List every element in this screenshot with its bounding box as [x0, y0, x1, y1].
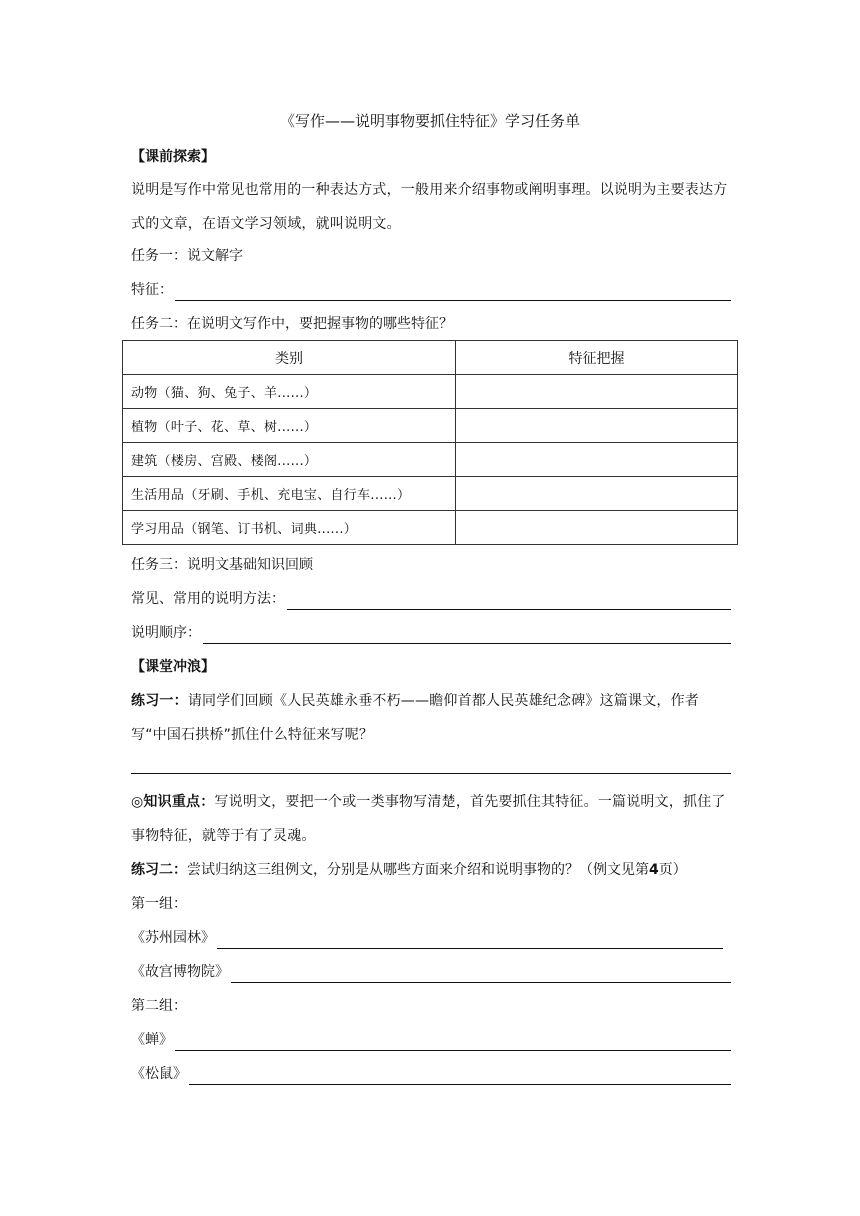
intro-paragraph: 说明是写作中常见也常用的一种表达方式，一般用来介绍事物或阐明事理。以说明为主要表达方式的文章，在语文学习领域，就叫说明文。	[131, 182, 728, 232]
group-one-item-answer-line[interactable]	[217, 926, 723, 949]
exercise-two	[131, 853, 731, 887]
group-two-item-row	[131, 1023, 731, 1057]
task-one-label: 任务一：说文解字	[131, 248, 243, 264]
group-two-item-label: 《松鼠》	[131, 1066, 187, 1082]
table-row-category: 植物（叶子、花、草、树......）	[123, 409, 456, 443]
group-one-item-label: 《故宫博物院》	[131, 964, 229, 980]
exercise-two-page: 4	[649, 862, 659, 878]
table-header-category: 类别	[123, 341, 456, 375]
exercise-two-label: 练习二：	[131, 862, 187, 878]
group-two-label: 第二组：	[131, 998, 187, 1014]
group-two-item-row	[131, 1057, 731, 1091]
exercise-one	[131, 684, 731, 752]
group-one-item-answer-line[interactable]	[231, 960, 731, 983]
exercise-one-label: 练习一：	[131, 693, 188, 709]
key-point-label: ◎知识重点：	[131, 794, 215, 810]
section-heading-pre-class: 【课前探索】	[131, 149, 215, 165]
methods-field-label: 常见、常用的说明方法：	[131, 591, 285, 607]
group-two-item-answer-line[interactable]	[189, 1062, 731, 1085]
group-one-item-row	[131, 921, 723, 955]
group-one-label: 第一组：	[131, 896, 187, 912]
table-row	[123, 409, 738, 443]
group-two-item-answer-line[interactable]	[175, 1028, 731, 1051]
table-row-answer-cell[interactable]	[456, 443, 738, 477]
feature-field-label: 特征：	[131, 282, 173, 298]
group-one-item-label: 《苏州园林》	[131, 930, 215, 946]
table-row	[123, 477, 738, 511]
feature-table	[122, 340, 738, 545]
exercise-one-answer-line[interactable]	[131, 773, 731, 774]
table-header-feature: 特征把握	[456, 341, 738, 375]
table-row-category: 建筑（楼房、宫殿、楼阁......）	[123, 443, 456, 477]
table-row	[123, 375, 738, 409]
page-title: 《写作——说明事物要抓住特征》学习任务单	[279, 112, 580, 130]
exercise-one-text: 请同学们回顾《人民英雄永垂不朽——瞻仰首都人民英雄纪念碑》这篇课文，作者写“中国石拱桥”抓住什么特征来写呢？	[131, 693, 700, 743]
section-heading-in-class: 【课堂冲浪】	[131, 659, 215, 675]
methods-answer-line[interactable]	[287, 587, 731, 610]
order-field-row	[131, 616, 731, 650]
task-three-label: 任务三：说明文基础知识回顾	[131, 557, 313, 573]
table-row-answer-cell[interactable]	[456, 375, 738, 409]
task-two-label: 任务二：在说明文写作中，要把握事物的哪些特征？	[131, 316, 453, 332]
table-row-answer-cell[interactable]	[456, 409, 738, 443]
order-answer-line[interactable]	[203, 621, 731, 644]
table-row	[123, 511, 738, 545]
group-one-item-row	[131, 955, 731, 989]
table-row-category: 动物（猫、狗、兔子、羊......）	[123, 375, 456, 409]
table-row-category: 学习用品（钢笔、订书机、词典......）	[123, 511, 456, 545]
feature-field-row	[131, 273, 731, 307]
key-point	[131, 785, 731, 853]
feature-answer-line[interactable]	[175, 278, 731, 301]
table-row-category: 生活用品（牙刷、手机、充电宝、自行车......）	[123, 477, 456, 511]
exercise-two-text: 尝试归纳这三组例文，分别是从哪些方面来介绍和说明事物的？（例文见第	[187, 862, 649, 878]
exercise-two-tail: 页）	[658, 862, 687, 878]
table-row-answer-cell[interactable]	[456, 477, 738, 511]
group-two-item-label: 《蝉》	[131, 1032, 173, 1048]
order-field-label: 说明顺序：	[131, 625, 201, 641]
key-point-text: 写说明文，要把一个或一类事物写清楚，首先要抓住其特征。一篇说明文，抓住了事物特征，就等于有了灵魂。	[131, 794, 726, 844]
methods-field-row	[131, 582, 731, 616]
table-row-answer-cell[interactable]	[456, 511, 738, 545]
table-row	[123, 443, 738, 477]
table-header-row	[123, 341, 738, 375]
